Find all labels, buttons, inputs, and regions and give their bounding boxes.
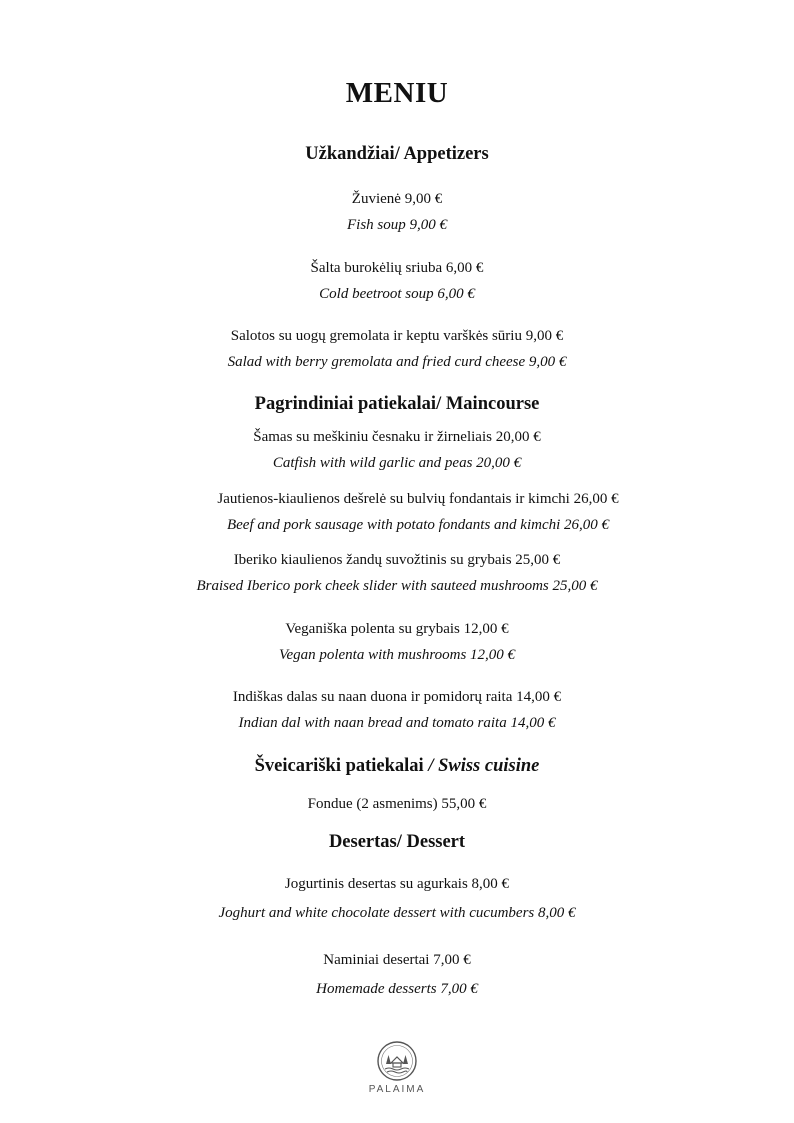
- section-heading-swiss-en: / Swiss cuisine: [428, 756, 540, 776]
- section-heading-swiss: [0, 756, 794, 777]
- menu-item-lt: Naminiai desertai 7,00 €: [323, 952, 471, 968]
- menu-item-lt: Iberiko kiaulienos žandų suvožtinis su grybais 25,00 €: [233, 552, 561, 568]
- menu-item-en: Vegan polenta with mushrooms 12,00 €: [278, 647, 516, 663]
- menu-item-en: Joghurt and white chocolate dessert with cucumbers 8,00 €: [218, 905, 576, 921]
- section-heading-swiss-lt: Šveicariški patiekalai: [254, 756, 424, 776]
- menu-item-lt: Žuvienė 9,00 €: [351, 191, 443, 207]
- menu-item-lt: Šalta burokėlių sriuba 6,00 €: [310, 260, 484, 276]
- menu-item-lt: Veganiška polenta su grybais 12,00 €: [285, 621, 509, 637]
- section-heading-dessert: Desertas/ Dessert: [328, 832, 466, 852]
- menu-item-en: Fish soup 9,00 €: [346, 217, 447, 233]
- palaima-logo: [347, 1040, 447, 1095]
- section-heading-main: Pagrindiniai patiekalai/ Maincourse: [254, 394, 540, 414]
- menu-item-en: Homemade desserts 7,00 €: [316, 981, 478, 997]
- menu-item-lt: Fondue (2 asmenims) 55,00 €: [307, 796, 487, 812]
- logo-text: PALAIMA: [368, 1084, 426, 1095]
- menu-item-lt: Šamas su meškiniu česnaku ir žirneliais 20,00 €: [253, 429, 541, 445]
- section-heading-appetizers: Užkandžiai/ Appetizers: [305, 144, 489, 164]
- menu-item-en: Braised Iberico pork cheek slider with sauteed mushrooms 25,00 €: [196, 578, 598, 594]
- menu-item-lt: Jogurtinis desertas su agurkais 8,00 €: [284, 876, 510, 892]
- menu-item-en: Indian dal with naan bread and tomato raita 14,00 €: [238, 715, 556, 731]
- page-title: MENIU: [345, 77, 449, 109]
- menu-item-en: Cold beetroot soup 6,00 €: [319, 286, 475, 302]
- menu-item-lt: Jautienos-kiaulienos dešrelė su bulvių fondantais ir kimchi 26,00 €: [217, 491, 619, 507]
- menu-item-en: Catfish with wild garlic and peas 20,00 €: [272, 455, 522, 471]
- menu-item-lt: Indiškas dalas su naan duona ir pomidorų raita 14,00 €: [232, 689, 562, 705]
- menu-item-en: Beef and pork sausage with potato fondants and kimchi 26,00 €: [226, 517, 610, 533]
- menu-item-en: Salad with berry gremolata and fried curd cheese 9,00 €: [227, 354, 567, 370]
- palaima-logo-icon: [376, 1040, 418, 1082]
- menu-item-lt: Salotos su uogų gremolata ir keptu varškės sūriu 9,00 €: [230, 328, 564, 344]
